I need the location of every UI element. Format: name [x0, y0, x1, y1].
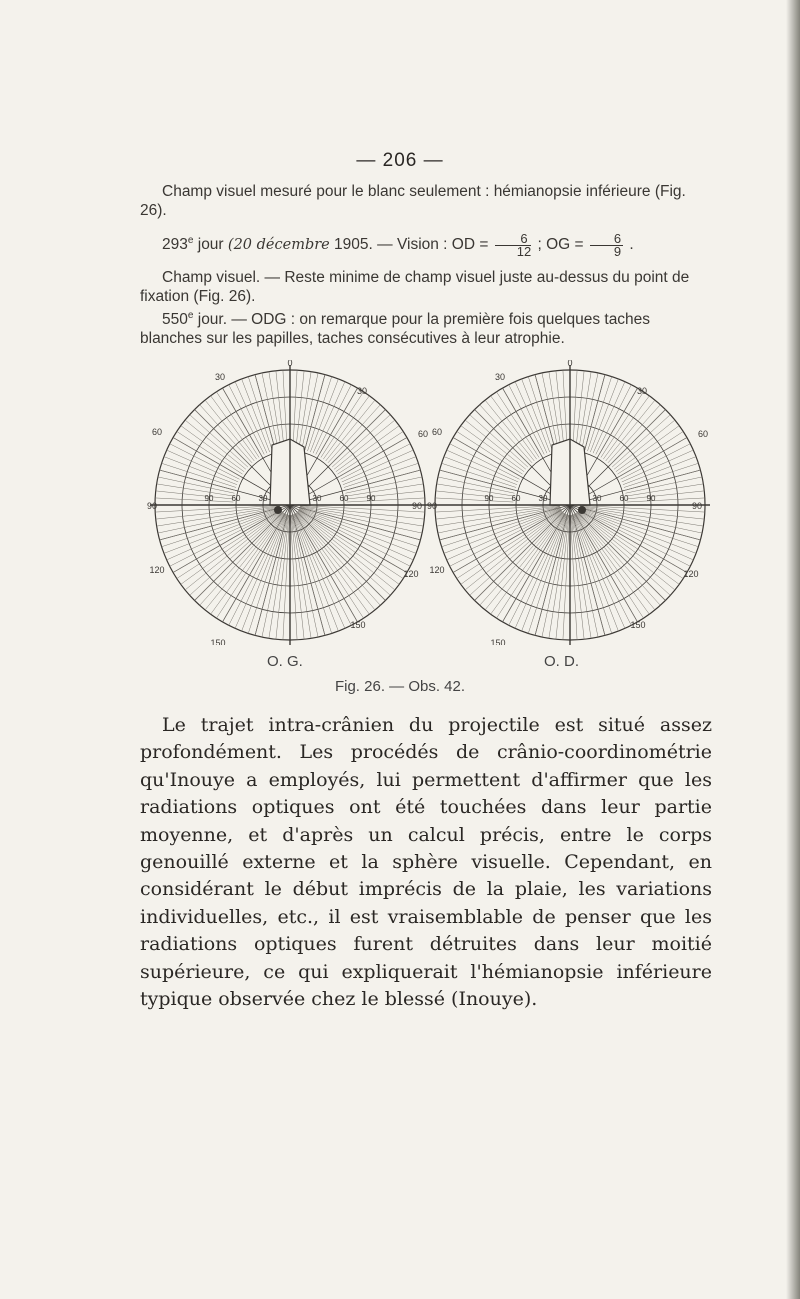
- hatch-stroke: [509, 385, 545, 455]
- degree-label: 60: [417, 429, 429, 439]
- hatch-stroke: [440, 470, 516, 490]
- body-paragraph: Le trajet intra-crânien du projectile est situé assez profondément. Les procédés de crânio-coordinométrie qu'Inouye a employés, lui permettent d'affirmer que les radiations optiques ont été touchées dans leur partie moyenne, et d'après un calcul précis, entre le corps genouillé externe et la sphère visuelle. Cependant, en considérant le début imprécis de la plaie, les variations individuelles, etc., il est vraisemblable de penser que les radiations optiques furent détruites dans leur moitié supérieure, ce qui expliquerait l'hémianopsie inférieure typique observée chez le blessé (Inouye).: [140, 714, 712, 1011]
- inner-degree-label: 60: [619, 494, 629, 503]
- hatch-stroke: [323, 396, 369, 459]
- inner-degree-label: 90: [646, 494, 656, 503]
- hatch-stroke: [475, 410, 530, 465]
- inner-degree-label: 30: [538, 494, 548, 503]
- hatch-stroke: [223, 514, 286, 622]
- degree-label: 120: [683, 569, 699, 579]
- inner-degree-label: 90: [204, 494, 214, 503]
- hatch-stroke: [345, 470, 421, 490]
- hatch-stroke: [211, 396, 257, 459]
- inner-degree-label: 30: [592, 494, 602, 503]
- hatch-stroke: [626, 491, 704, 499]
- blind-spot: [578, 506, 586, 514]
- hatch-stroke: [344, 463, 418, 487]
- day-number-2: 550: [162, 311, 188, 329]
- hatch-stroke: [229, 385, 265, 455]
- hatch-stroke: [295, 514, 358, 622]
- page-number: — 206 —: [356, 150, 444, 171]
- hatch-stroke: [625, 470, 701, 490]
- degree-label: 0: [287, 360, 293, 368]
- hatch-stroke: [336, 426, 399, 472]
- hatch-stroke: [480, 405, 532, 463]
- hatch-stroke: [621, 444, 691, 480]
- day-word: jour: [193, 236, 228, 254]
- degree-label: 150: [210, 638, 226, 645]
- perimetry-chart-left-eye: [140, 360, 443, 645]
- hatch-stroke: [601, 392, 644, 458]
- hatch-stroke: [610, 410, 665, 465]
- hatch-stroke: [618, 431, 684, 474]
- hatch-stroke: [612, 415, 670, 467]
- hatch-stroke: [442, 463, 516, 487]
- hatch-stroke: [296, 371, 304, 449]
- hatch-stroke: [491, 513, 564, 614]
- hatch-stroke: [269, 372, 281, 449]
- hatch-stroke: [157, 484, 234, 496]
- hatch-stroke: [453, 510, 561, 573]
- hatch-stroke: [296, 513, 369, 614]
- day-suffix: e: [187, 235, 194, 246]
- hatch-stroke: [156, 491, 234, 499]
- paragraph-papilla: [140, 306, 710, 348]
- vision-end: .: [625, 236, 634, 254]
- hatch-stroke: [162, 463, 236, 487]
- hatch-stroke: [321, 392, 364, 458]
- hatch-stroke: [436, 491, 514, 499]
- vision-label: 1905. — Vision : OD =: [329, 236, 493, 254]
- hatch-stroke: [328, 405, 380, 463]
- degree-label: 90: [691, 501, 703, 511]
- degree-label: 90: [146, 501, 158, 511]
- day-number: 293: [162, 236, 188, 254]
- degree-label: 60: [697, 429, 709, 439]
- hatch-stroke: [299, 510, 410, 567]
- hatch-stroke: [293, 370, 297, 448]
- hatch-stroke: [437, 484, 514, 496]
- inner-degree-label: 60: [511, 494, 521, 503]
- og-label: ; OG =: [533, 236, 588, 254]
- hatch-stroke: [450, 444, 520, 480]
- right-eye-label: O. D.: [544, 653, 580, 670]
- hatch-stroke: [248, 377, 272, 451]
- hatch-stroke: [195, 512, 283, 600]
- hatch-stroke: [475, 512, 563, 600]
- hatch-stroke: [575, 514, 632, 625]
- hatch-stroke: [556, 371, 564, 449]
- og-denominator: 9: [613, 243, 622, 259]
- hatch-stroke: [276, 371, 284, 449]
- hatch-stroke: [338, 431, 404, 474]
- hatch-stroke: [608, 405, 660, 463]
- hatch-stroke: [342, 450, 414, 482]
- hatch-stroke: [509, 514, 566, 625]
- degree-label: 60: [151, 427, 163, 437]
- hatch-stroke: [330, 410, 385, 465]
- hatch-stroke: [173, 510, 281, 573]
- hatch-stroke: [216, 392, 259, 458]
- degree-label: 30: [356, 386, 368, 396]
- inner-degree-label: 30: [312, 494, 322, 503]
- hatch-stroke: [155, 498, 233, 502]
- hatch-stroke: [585, 375, 605, 451]
- paragraph-vision-measure: [140, 231, 710, 258]
- hatch-stroke: [305, 375, 325, 451]
- hatch-stroke: [316, 385, 352, 455]
- hatch-stroke: [496, 392, 539, 458]
- hatch-stroke: [624, 463, 698, 487]
- hatch-stroke: [346, 491, 424, 499]
- hatch-stroke: [626, 484, 703, 496]
- od-fraction: [495, 230, 532, 259]
- hatch-stroke: [515, 382, 547, 454]
- hatch-stroke: [579, 510, 690, 567]
- degree-label: 150: [630, 620, 646, 630]
- hatch-stroke: [491, 396, 537, 459]
- od-numerator: 6: [495, 233, 531, 246]
- hatch-stroke: [503, 514, 566, 622]
- degree-label: 60: [431, 427, 443, 437]
- hatch-stroke: [576, 371, 584, 449]
- hatch-stroke: [593, 382, 625, 454]
- inner-degree-label: 90: [484, 494, 494, 503]
- degree-label: 30: [494, 372, 506, 382]
- degree-label: 90: [411, 501, 423, 511]
- inner-degree-label: 60: [231, 494, 241, 503]
- hatch-stroke: [346, 484, 423, 496]
- hatch-stroke: [299, 372, 311, 449]
- inner-degree-label: 60: [339, 494, 349, 503]
- degree-label: 150: [350, 620, 366, 630]
- degree-label: 120: [149, 565, 165, 575]
- hatch-stroke: [170, 444, 240, 480]
- degree-label: 120: [403, 569, 419, 579]
- blind-spot: [274, 506, 282, 514]
- hatch-stroke: [457, 431, 523, 474]
- og-numerator: 6: [590, 233, 623, 246]
- hatch-stroke: [167, 450, 239, 482]
- hatch-stroke: [575, 514, 638, 622]
- hatch-stroke: [181, 511, 282, 584]
- hatch-stroke: [200, 405, 252, 463]
- date-text: (20 décembre: [227, 237, 330, 254]
- hatch-stroke: [308, 377, 332, 451]
- hatch-stroke: [450, 510, 561, 567]
- inner-degree-label: 30: [258, 494, 268, 503]
- hatch-stroke: [549, 372, 561, 449]
- hatch-stroke: [235, 382, 267, 454]
- hatch-stroke: [579, 372, 591, 449]
- hatch-stroke: [577, 512, 665, 600]
- degree-label: 150: [490, 638, 506, 645]
- hatch-stroke: [563, 370, 567, 448]
- hatch-stroke: [447, 450, 519, 482]
- og-fraction: [590, 230, 623, 259]
- hatch-stroke: [170, 510, 281, 567]
- hatch-stroke: [596, 385, 632, 455]
- hatch-stroke: [528, 377, 552, 451]
- hatch-stroke: [299, 510, 407, 573]
- page-edge-shadow: [786, 0, 800, 1299]
- hatch-stroke: [195, 410, 250, 465]
- hatch-stroke: [435, 498, 513, 502]
- hatch-stroke: [578, 511, 679, 584]
- hatch-stroke: [255, 375, 275, 451]
- hatch-stroke: [177, 431, 243, 474]
- hatch-stroke: [295, 514, 352, 625]
- hatch-stroke: [573, 370, 577, 448]
- degree-label: 120: [429, 565, 445, 575]
- day-suffix-2: e: [187, 310, 194, 321]
- hatch-stroke: [181, 426, 244, 472]
- degree-label: 30: [636, 386, 648, 396]
- hatch-stroke: [588, 377, 612, 451]
- od-denominator: 12: [516, 243, 532, 259]
- hatch-stroke: [313, 382, 345, 454]
- perimetry-chart-right-eye: [417, 360, 720, 645]
- hatch-stroke: [297, 512, 385, 600]
- hatch-stroke: [576, 513, 649, 614]
- degree-label: 30: [214, 372, 226, 382]
- paragraph-residual-field: Champ visuel. — Reste minime de champ visuel juste au-dessus du point de fixation (Fig. 26).: [140, 269, 690, 305]
- inner-degree-label: 90: [366, 494, 376, 503]
- hatch-stroke: [470, 415, 528, 467]
- degree-label: 0: [567, 360, 573, 368]
- hatch-stroke: [603, 396, 649, 459]
- hatch-stroke: [229, 514, 286, 625]
- hatch-stroke: [535, 375, 555, 451]
- hatch-stroke: [579, 510, 687, 573]
- hatch-stroke: [283, 370, 287, 448]
- hatch-stroke: [341, 444, 411, 480]
- hatch-stroke: [211, 513, 284, 614]
- figure-caption: Fig. 26. — Obs. 42.: [334, 678, 466, 695]
- hatch-stroke: [622, 450, 694, 482]
- hatch-stroke: [332, 415, 390, 467]
- hatch-stroke: [160, 470, 236, 490]
- hatch-stroke: [298, 511, 399, 584]
- degree-label: 90: [426, 501, 438, 511]
- left-eye-label: O. G.: [267, 653, 303, 670]
- paragraph-visual-field: Champ visuel mesuré pour le blanc seulement : hémianopsie inférieure (Fig. 26).: [140, 183, 686, 219]
- hatch-stroke: [461, 426, 524, 472]
- papilla-text: jour. — ODG : on remarque pour la première fois quelques taches blanches sur les papilles, taches consécutives à leur atrophie.: [140, 311, 651, 348]
- hatch-stroke: [616, 426, 679, 472]
- hatch-stroke: [461, 511, 562, 584]
- hatch-stroke: [190, 415, 248, 467]
